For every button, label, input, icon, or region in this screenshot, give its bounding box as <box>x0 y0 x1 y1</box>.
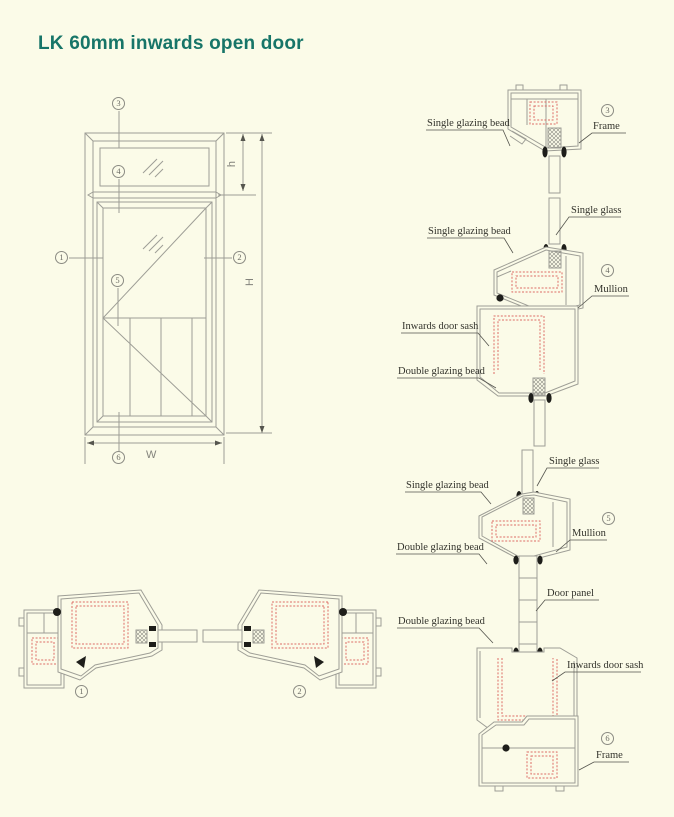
dimension-transom-height-label: h <box>226 160 239 168</box>
marker-label: 1 <box>79 686 84 697</box>
marker-label: 3 <box>605 105 610 116</box>
dimension-width-label: W <box>146 449 157 461</box>
marker-label: 6 <box>605 733 610 744</box>
section-detail-6-sash-frame <box>477 648 578 791</box>
elevation-drawing <box>69 111 272 464</box>
marker-label: 3 <box>116 98 121 109</box>
section-detail-3-frame-head <box>508 85 581 193</box>
marker-label: 5 <box>606 513 611 524</box>
section-detail-2 <box>203 590 381 688</box>
section-marker-4 <box>601 264 614 277</box>
label-single-glazing-bead-d3: Single glazing bead <box>427 118 510 129</box>
elevation-marker-1 <box>55 251 68 264</box>
section-marker-3 <box>601 104 614 117</box>
label-mullion-d4: Mullion <box>594 284 628 295</box>
label-inwards-door-sash-d6: Inwards door sash <box>567 660 644 671</box>
elevation-marker-4 <box>112 165 125 178</box>
marker-label: 4 <box>605 265 610 276</box>
label-frame-d6: Frame <box>596 750 623 761</box>
section-marker-5 <box>602 512 615 525</box>
marker-label: 2 <box>297 686 302 697</box>
marker-label: 2 <box>237 252 242 263</box>
marker-label: 1 <box>59 252 64 263</box>
label-single-glazing-bead-d5: Single glazing bead <box>406 480 489 491</box>
elevation-marker-3 <box>112 97 125 110</box>
label-double-glazing-bead-d6: Double glazing bead <box>398 616 485 627</box>
section-marker-6 <box>601 732 614 745</box>
label-single-glass-d5: Single glass <box>549 456 600 467</box>
label-mullion-d5: Mullion <box>572 528 606 539</box>
label-double-glazing-bead-d4: Double glazing bead <box>398 366 485 377</box>
dimension-height-label: H <box>243 278 256 286</box>
marker-label: 6 <box>116 452 121 463</box>
label-single-glass-d4: Single glass <box>571 205 622 216</box>
section-stack <box>396 85 644 791</box>
section-marker-2 <box>293 685 306 698</box>
label-door-panel: Door panel <box>547 588 594 599</box>
label-single-glazing-bead-d4: Single glazing bead <box>428 226 511 237</box>
marker-label: 5 <box>115 275 120 286</box>
label-inwards-door-sash-d4: Inwards door sash <box>402 321 479 332</box>
section-detail-1 <box>19 590 197 688</box>
label-frame-d3: Frame <box>593 121 620 132</box>
label-double-glazing-bead-d5: Double glazing bead <box>397 542 484 553</box>
marker-label: 4 <box>116 166 121 177</box>
elevation-marker-5 <box>111 274 124 287</box>
section-marker-1 <box>75 685 88 698</box>
elevation-marker-6 <box>112 451 125 464</box>
page-title: LK 60mm inwards open door <box>38 33 304 54</box>
elevation-marker-2 <box>233 251 246 264</box>
